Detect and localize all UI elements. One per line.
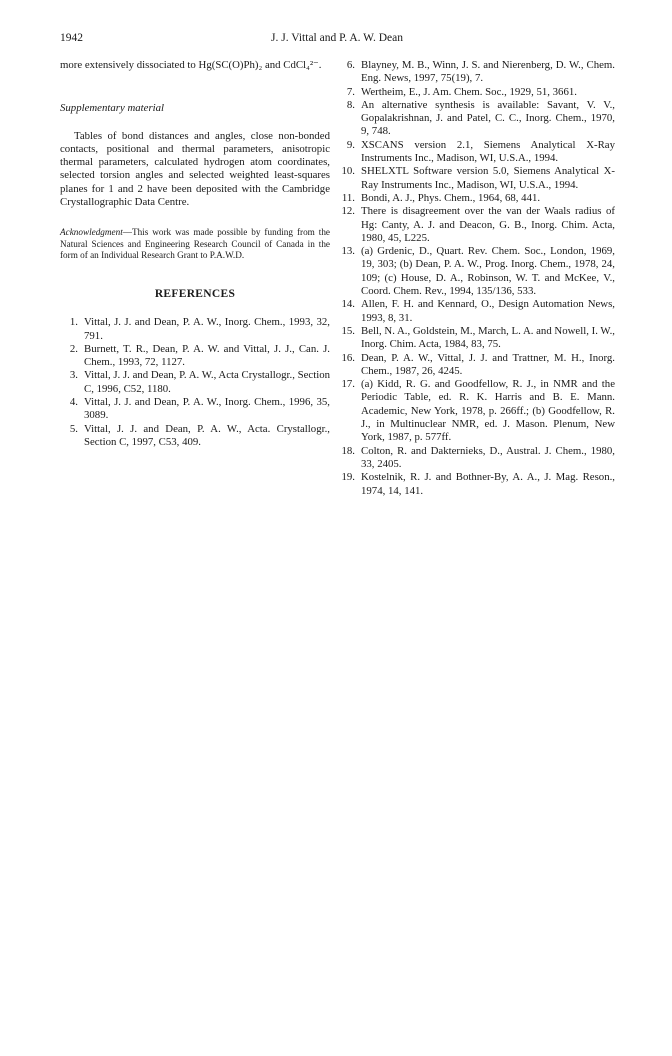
reference-item <box>60 396 330 423</box>
reference-number: 6. <box>346 59 355 71</box>
reference-item <box>60 316 330 343</box>
supplementary-title: Supplementary material <box>60 102 165 115</box>
page-header <box>60 32 614 48</box>
reference-text: Bell, N. A., Goldstein, M., March, L. A. and Nowell, I. W., Inorg. Chim. Acta, 1984, 83, 75. <box>361 324 616 351</box>
reference-text: Vittal, J. J. and Dean, P. A. W., Acta Crystallogr., Section C, 1996, C52, 1180. <box>84 369 330 395</box>
reference-item <box>335 245 615 298</box>
reference-item <box>60 343 330 370</box>
left-column <box>60 59 330 449</box>
page-number: 1942 <box>60 32 83 44</box>
references-right-list <box>335 59 615 498</box>
reference-text: SHELXTL Software version 5.0, Siemens Analytical X-Ray Instruments Inc., Madison, WI, U.S.A., 1994. <box>361 165 615 191</box>
reference-number: 9. <box>346 138 355 151</box>
reference-item <box>335 205 615 245</box>
references-heading: REFERENCES <box>154 287 236 300</box>
acknowledgment-text: —This work was made possible by funding from the Natural Sciences and Engineering Research Council of Canada in the form of an Individual Research Grant to P.A.W.D. <box>60 227 330 260</box>
reference-text: Burnett, T. R., Dean, P. A. W. and Vittal, J. J., Can. J. Chem., 1993, 72, 1127. <box>84 342 330 369</box>
acknowledgment-label: Acknowledgment <box>60 227 123 238</box>
reference-text: Colton, R. and Dakternieks, D., Austral. J. Chem., 1980, 33, 2405. <box>361 444 615 470</box>
reference-number: 17. <box>341 378 355 391</box>
reference-item <box>335 445 615 472</box>
reference-text: XSCANS version 2.1, Siemens Analytical X-Ray Instruments Inc., Madison, WI, U.S.A., 1994. <box>361 138 615 165</box>
reference-number: 1. <box>69 316 78 329</box>
reference-item <box>335 298 615 325</box>
reference-text: Blayney, M. B., Winn, J. S. and Nierenberg, D. W., Chem. Eng. News, 1997, 75(19), 7. <box>361 59 615 85</box>
reference-text: Allen, F. H. and Kennard, O., Design Automation News, 1993, 8, 31. <box>361 298 615 324</box>
reference-item <box>335 325 615 352</box>
reference-text: Wertheim, E., J. Am. Chem. Soc., 1929, 51, 3661. <box>361 85 577 98</box>
reference-item <box>335 352 615 379</box>
reference-item <box>335 378 615 444</box>
reference-text: Dean, P. A. W., Vittal, J. J. and Trattner, M. H., Inorg. Chem., 1987, 26, 4245. <box>361 351 615 377</box>
reference-item <box>335 139 615 166</box>
intro-text: more extensively dissociated to Hg(SC(O)Ph)₂ and CdCl₄²⁻. <box>60 59 322 71</box>
running-title: J. J. Vittal and P. A. W. Dean <box>271 32 403 44</box>
reference-item <box>335 86 615 99</box>
reference-number: 12. <box>341 205 355 218</box>
reference-number: 3. <box>69 369 78 382</box>
reference-number: 4. <box>69 396 78 409</box>
reference-text: An alternative synthesis is available: Savant, V. V., Gopalakrishnan, J. and Patel, C. C., Inorg. Chem., 1970, 9, 748. <box>361 98 615 138</box>
reference-number: 5. <box>69 422 78 435</box>
reference-number: 2. <box>69 342 78 355</box>
reference-text: Vittal, J. J. and Dean, P. A. W., Acta. Crystallogr., Section C, 1997, C53, 409. <box>84 422 330 448</box>
reference-item <box>335 471 615 498</box>
reference-item <box>335 99 615 139</box>
reference-item <box>335 165 615 192</box>
supplementary-text: Tables of bond distances and angles, close non-bonded contacts, positional and thermal parameters, anisotropic thermal parameters, calculated hydrogen atom coordinates, selected torsion angles and selected weighted least-squares planes for 1 and 2 have been deposited with the Cambridge Crystallographic Data Centre. <box>60 129 330 209</box>
reference-number: 14. <box>341 298 355 311</box>
reference-text: (a) Grdenic, D., Quart. Rev. Chem. Soc., London, 1969, 19, 303; (b) Dean, P. A. W., Prog. Inorg. Chem., 1978, 24, 109; (c) House, D. A., Robinson, W. T. and McKee, V., Coord. Chem. Rev., 1994, 135/136, 533. <box>361 245 615 298</box>
right-column <box>335 59 615 498</box>
reference-item <box>60 369 330 396</box>
reference-number: 16. <box>341 351 355 364</box>
reference-text: (a) Kidd, R. G. and Goodfellow, R. J., in NMR and the Periodic Table, ed. R. K. Harris and B. E. Mann. Academic, New York, 1978, p. 266ff.; (b) Goodfellow, R. J., in Multinuclear NMR, ed. J. Mason. Plenum, New York, 1987, p. 577ff. <box>361 378 615 444</box>
reference-text: Kostelnik, R. J. and Bothner-By, A. A., J. Mag. Reson., 1974, 14, 141. <box>361 471 615 497</box>
reference-number: 18. <box>341 444 355 457</box>
reference-item <box>60 423 330 450</box>
references-left-list <box>60 316 330 449</box>
reference-text: Bondi, A. J., Phys. Chem., 1964, 68, 441. <box>361 191 541 204</box>
reference-number: 7. <box>346 85 355 98</box>
reference-number: 10. <box>341 165 355 178</box>
reference-item <box>335 192 615 205</box>
reference-text: There is disagreement over the van der Waals radius of Hg: Canty, A. J. and Deacon, G. B., Inorg. Chim. Acta, 1980, 45, L225. <box>361 205 615 244</box>
reference-text: Vittal, J. J. and Dean, P. A. W., Inorg. Chem., 1993, 32, 791. <box>84 316 330 342</box>
reference-number: 8. <box>346 98 355 111</box>
reference-number: 13. <box>341 245 355 258</box>
reference-item <box>335 59 615 86</box>
reference-number: 11. <box>341 191 355 204</box>
reference-number: 19. <box>341 471 355 484</box>
acknowledgment <box>60 227 330 261</box>
reference-text: Vittal, J. J. and Dean, P. A. W., Inorg. Chem., 1996, 35, 3089. <box>84 396 330 422</box>
reference-number: 15. <box>341 324 355 337</box>
